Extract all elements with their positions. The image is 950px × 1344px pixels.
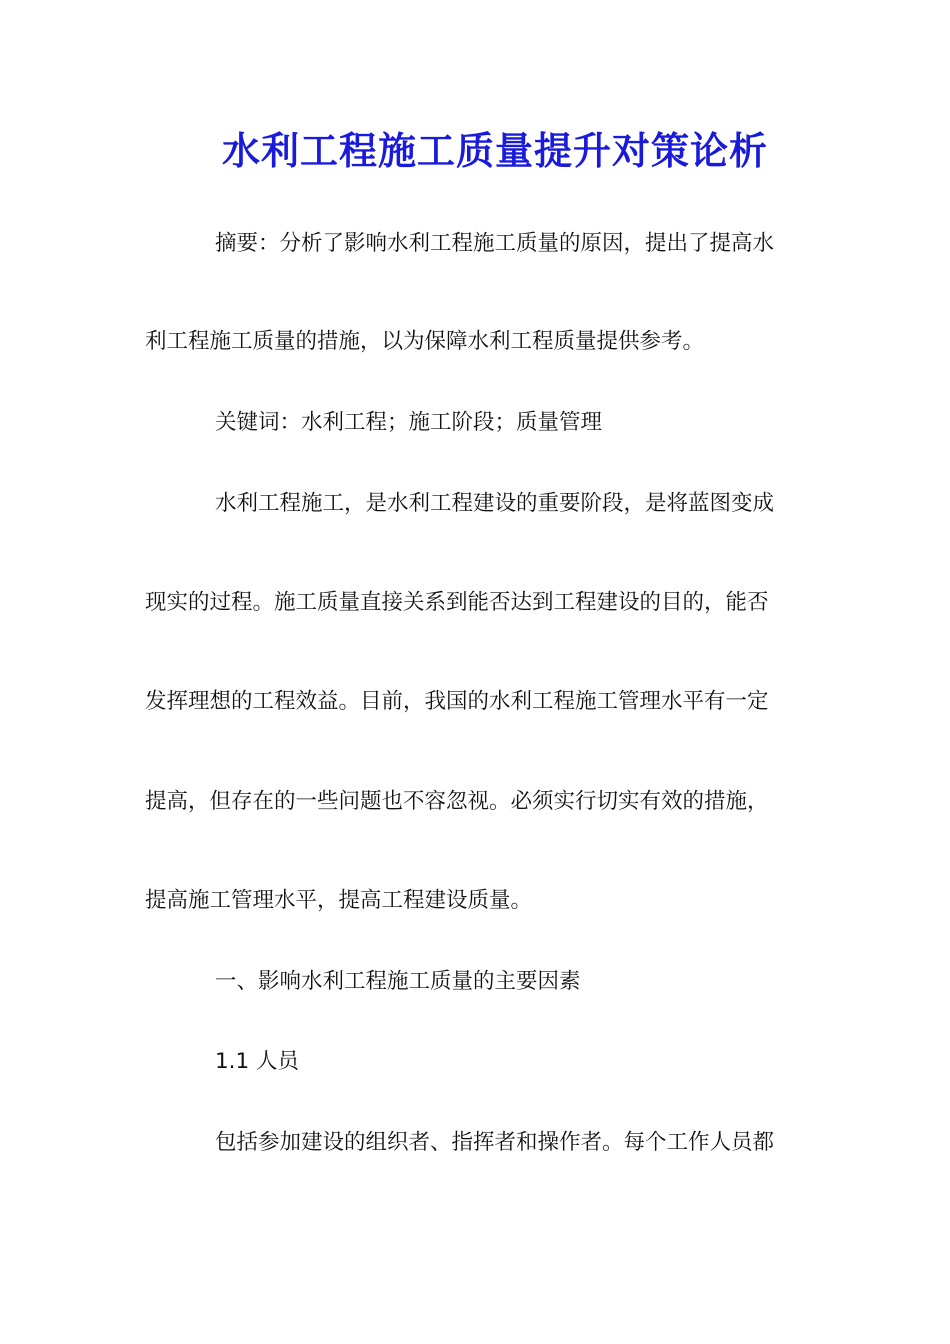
abstract-line-1: 摘要：分析了影响水利工程施工质量的原因，提出了提高水: [215, 231, 775, 256]
body-paragraph-line-4: 提高，但存在的一些问题也不容忽视。必须实行切实有效的措施，: [145, 789, 769, 814]
keywords-line: 关键词：水利工程；施工阶段；质量管理: [215, 410, 603, 435]
section-heading: 一、影响水利工程施工质量的主要因素: [215, 969, 581, 994]
subsection-heading: 1.1 人员: [215, 1049, 300, 1074]
body-paragraph-line-1: 水利工程施工，是水利工程建设的重要阶段，是将蓝图变成: [215, 491, 775, 516]
body-paragraph-line-2: 现实的过程。施工质量直接关系到能否达到工程建设的目的，能否: [145, 590, 769, 615]
body-paragraph-line-5: 提高施工管理水平，提高工程建设质量。: [145, 888, 533, 913]
abstract-line-2: 利工程施工质量的措施，以为保障水利工程质量提供参考。: [145, 329, 705, 354]
section-paragraph-line-1: 包括参加建设的组织者、指挥者和操作者。每个工作人员都: [215, 1130, 775, 1155]
document-title: 水利工程施工质量提升对策论析: [221, 128, 768, 173]
body-paragraph-line-3: 发挥理想的工程效益。目前，我国的水利工程施工管理水平有一定: [145, 689, 769, 714]
